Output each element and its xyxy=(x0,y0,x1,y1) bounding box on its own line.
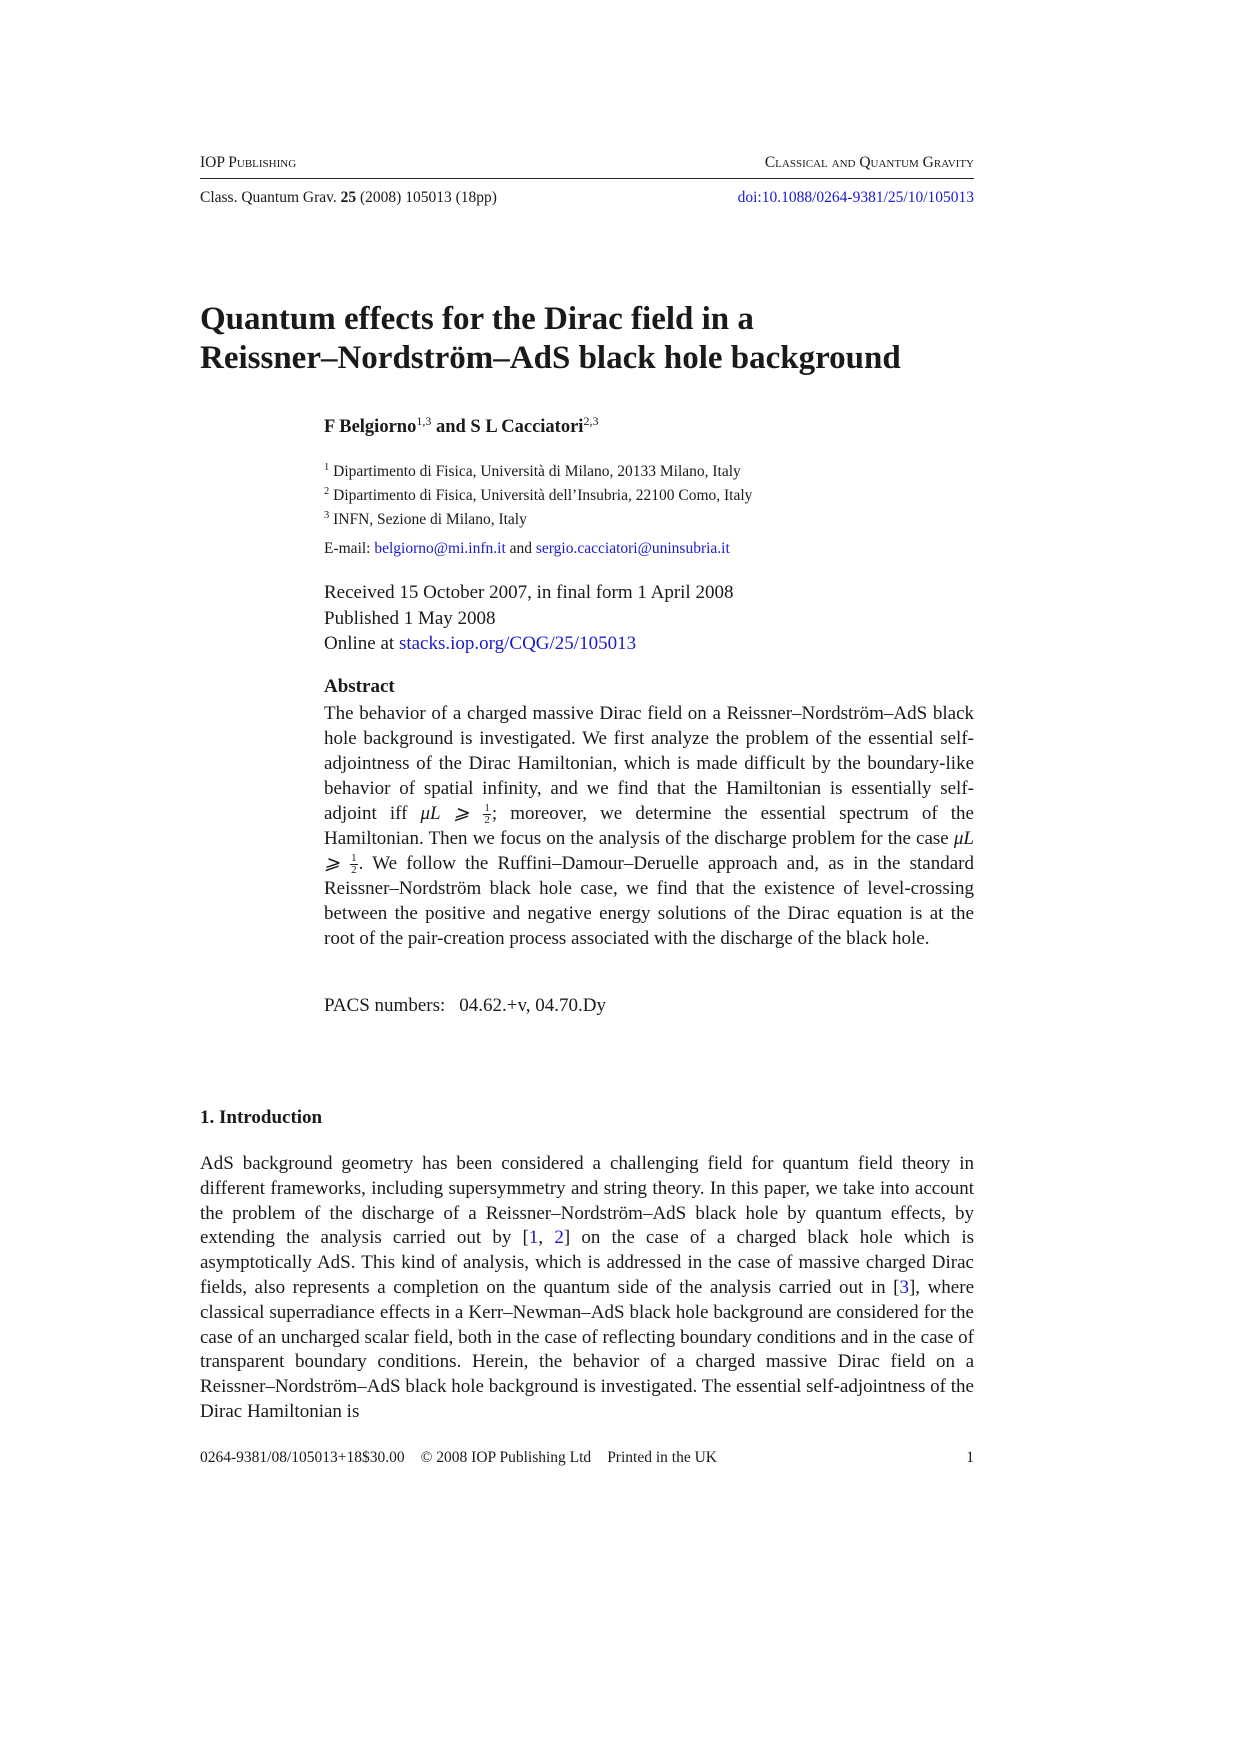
citation xyxy=(200,189,497,207)
reference-link-2[interactable]: 2 xyxy=(554,1227,564,1249)
fraction-half xyxy=(483,803,491,826)
publication-dates xyxy=(324,580,733,657)
abstract-math-1: μL ⩾ xyxy=(420,803,470,824)
email-line xyxy=(324,540,730,558)
footer-copyright: © 2008 IOP Publishing Ltd xyxy=(420,1449,592,1466)
header-rule xyxy=(200,178,974,179)
affiliation-item xyxy=(324,506,752,530)
publisher-label: IOP Publishing xyxy=(200,154,297,171)
affiliation-text: INFN, Sezione di Milano, Italy xyxy=(333,511,527,529)
published-date: Published 1 May 2008 xyxy=(324,607,496,629)
affiliation-number: 2 xyxy=(324,486,330,498)
journal-name: Classical and Quantum Gravity xyxy=(764,154,974,171)
abstract-part-2: ; moreover, we determine the essential spectrum of the Hamiltonian. Then we focus on the analysis of the discharge problem for the case xyxy=(324,803,974,850)
fraction-numerator: 1 xyxy=(351,852,357,865)
online-label: Online at xyxy=(324,633,395,654)
abstract-part-1: The behavior of a charged massive Dirac field on a Reissner–Nordström–AdS black hole background is investigated. We first analyze the problem of the essential self-adjointness of the Dirac Hamiltonian, which is made difficult by the boundary-like behavior of spatial infinity, and we find that the Hamiltonian is essentially self-adjoint iff xyxy=(324,703,974,824)
author-list xyxy=(324,414,598,438)
intro-text-part-2: ] on the case of a charged black hole which is asymptotically AdS. This kind of analysis, which is addressed in the case of massive charged Dirac fields, also represents a completion on the quantum side of the analysis carried out in [ xyxy=(200,1227,974,1298)
author-1-affil: 1,3 xyxy=(416,414,432,428)
affiliation-item xyxy=(324,458,752,482)
pacs-label: PACS numbers: xyxy=(324,995,446,1016)
author-2-affil: 2,3 xyxy=(583,414,599,428)
introduction-text xyxy=(200,1152,974,1425)
author-1: F Belgiorno xyxy=(324,417,417,438)
email-link-2[interactable]: sergio.cacciatori@uninsubria.it xyxy=(535,540,730,557)
abstract-heading: Abstract xyxy=(324,676,395,697)
citation-volume: 25 xyxy=(340,189,357,206)
fraction-half xyxy=(350,853,358,876)
intro-text-part-3: ], where classical superradiance effects in a Kerr–Newman–AdS black hole background are considered for the case of an uncharged scalar field, both in the case of reflecting boundary conditions and in the case of transparent boundary conditions. Herein, the behavior of a charged massive Dirac field on a Reissner–Nordström–AdS black hole background is investigated. The essential self-adjointness of the Dirac Hamiltonian is xyxy=(200,1276,974,1422)
page-number: 1 xyxy=(966,1449,974,1466)
abstract-part-3: . We follow the Ruffini–Damour–Deruelle approach and, as in the standard Reissner–Nordström black hole case, we find that the existence of level-crossing between the positive and negative energy solutions of the Dirac equation is at the root of the pair-creation process associated with the discharge of the black hole. xyxy=(324,853,974,950)
affiliations xyxy=(324,458,752,530)
email-conj: and xyxy=(509,540,533,557)
citation-prefix: Class. Quantum Grav. xyxy=(200,189,337,206)
section-heading: 1. Introduction xyxy=(200,1107,323,1128)
paper-title xyxy=(200,300,1000,378)
fraction-denominator: 2 xyxy=(484,814,490,827)
abstract-math-2: μL ⩾ xyxy=(324,828,974,875)
pacs-values: 04.62.+v, 04.70.Dy xyxy=(459,995,606,1016)
reference-link-1[interactable]: 1 xyxy=(528,1227,539,1249)
author-conj: and xyxy=(435,417,466,438)
affiliation-text: Dipartimento di Fisica, Università dell’Insubria, 22100 Como, Italy xyxy=(333,487,753,505)
title-line-2: Reissner–Nordström–AdS black hole background xyxy=(200,340,901,376)
fraction-denominator: 2 xyxy=(351,864,357,877)
footer-code: 0264-9381/08/105013+18$30.00 xyxy=(200,1449,405,1466)
received-date: Received 15 October 2007, in final form 1 April 2008 xyxy=(324,582,734,603)
pacs-line xyxy=(324,995,606,1017)
abstract-text xyxy=(324,701,974,951)
online-line xyxy=(324,631,733,657)
email-label: E-mail: xyxy=(324,540,371,557)
footer-printed: Printed in the UK xyxy=(607,1449,717,1466)
doi-link[interactable]: doi:10.1088/0264-9381/25/10/105013 xyxy=(737,189,974,206)
reference-link-3[interactable]: 3 xyxy=(899,1276,909,1298)
title-line-1: Quantum effects for the Dirac field in a xyxy=(200,301,754,337)
author-2: S L Cacciatori xyxy=(470,417,584,438)
citation-suffix: (2008) 105013 (18pp) xyxy=(360,189,497,206)
affiliation-number: 3 xyxy=(324,510,330,522)
affiliation-number: 1 xyxy=(324,462,330,473)
online-url-link[interactable]: stacks.iop.org/CQG/25/105013 xyxy=(398,633,637,654)
email-link-1[interactable]: belgiorno@mi.infn.it xyxy=(374,540,506,557)
affiliation-item xyxy=(324,482,752,506)
affiliation-text: Dipartimento di Fisica, Università di Milano, 20133 Milano, Italy xyxy=(333,463,741,481)
page-footer xyxy=(200,1449,733,1467)
reference-separator: , xyxy=(538,1227,555,1249)
fraction-numerator: 1 xyxy=(484,802,490,815)
intro-text-part-1: AdS background geometry has been considered a challenging field for quantum field theory in different frameworks, including supersymmetry and string theory. In this paper, we take into account the problem of the discharge of a Reissner–Nordström–AdS black hole by quantum effects, by extending the analysis carried out by [ xyxy=(200,1153,974,1249)
